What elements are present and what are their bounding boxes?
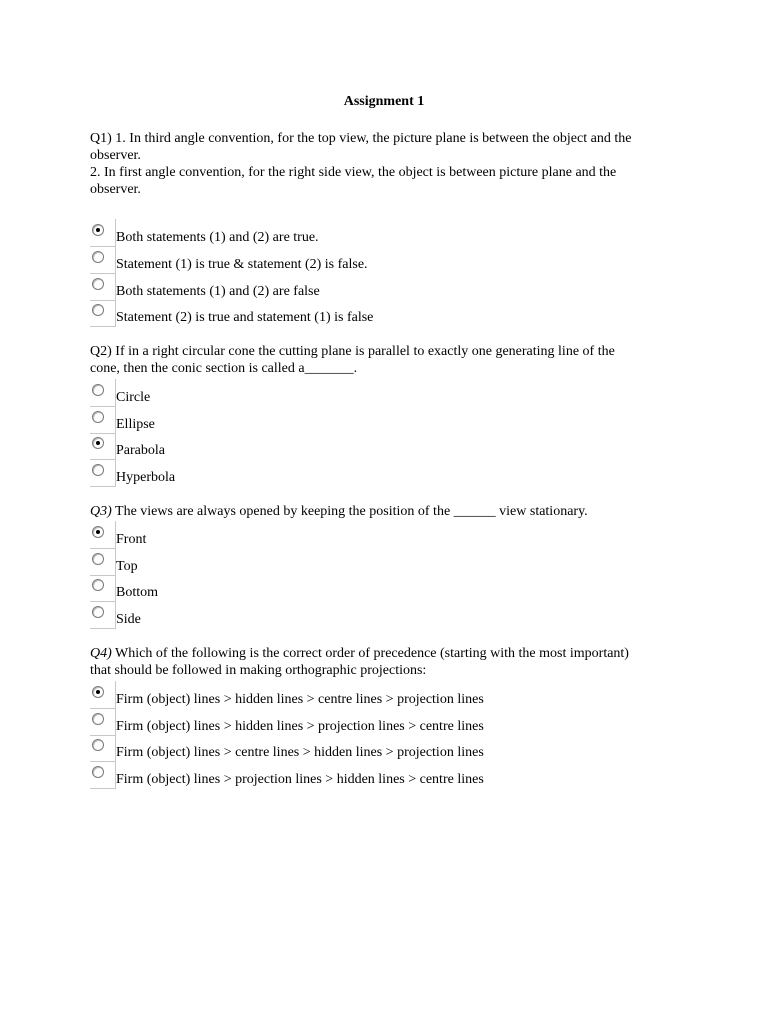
question-1-line-2: observer.: [90, 148, 141, 163]
radio-button[interactable]: [92, 526, 104, 538]
question-1-option-3[interactable]: [90, 277, 690, 302]
question-1-line-1: [90, 130, 690, 147]
radio-button[interactable]: [92, 464, 104, 476]
question-2-line-1: [90, 343, 690, 360]
question-3-option-3[interactable]: [90, 578, 690, 603]
question-3-text: [90, 503, 690, 520]
question-1-option-4[interactable]: [90, 303, 690, 328]
question-1-option-2[interactable]: [90, 250, 690, 275]
radio-button[interactable]: [92, 766, 104, 778]
radio-button[interactable]: [92, 606, 104, 618]
option-label: Firm (object) lines > hidden lines > projection lines > centre lines: [116, 719, 484, 734]
option-label: Top: [116, 559, 138, 574]
option-label: Parabola: [116, 443, 165, 458]
radio-dot-icon: [96, 690, 100, 694]
question-4-option-4[interactable]: [90, 765, 690, 790]
radio-button[interactable]: [92, 251, 104, 263]
question-1-line-4: observer.: [90, 182, 141, 197]
radio-button[interactable]: [92, 686, 104, 698]
question-4-line-2: that should be followed in making orthographic projections:: [90, 663, 427, 678]
question-1-text-line: 1. In third angle convention, for the top view, the picture plane is between the object and the: [111, 131, 632, 146]
question-1-line-3: 2. In first angle convention, for the right side view, the object is between picture plane and the: [90, 165, 617, 180]
radio-dot-icon: [96, 228, 100, 232]
question-4-option-3[interactable]: [90, 738, 690, 763]
question-2-number: Q2): [90, 344, 112, 359]
option-label: Firm (object) lines > hidden lines > centre lines > projection lines: [116, 692, 484, 707]
question-3-option-4[interactable]: [90, 605, 690, 630]
radio-dot-icon: [96, 530, 100, 534]
option-label: Side: [116, 612, 141, 627]
option-label: Firm (object) lines > centre lines > hidden lines > projection lines: [116, 745, 484, 760]
question-4-option-2[interactable]: [90, 712, 690, 737]
question-2-text: [90, 343, 690, 377]
radio-button[interactable]: [92, 304, 104, 316]
radio-button[interactable]: [92, 579, 104, 591]
document-title: Assignment 1: [343, 94, 425, 109]
radio-button[interactable]: [92, 437, 104, 449]
option-label: Bottom: [116, 585, 159, 600]
option-label: Both statements (1) and (2) are true.: [116, 230, 319, 245]
radio-button[interactable]: [92, 278, 104, 290]
option-label: Firm (object) lines > projection lines > hidden lines > centre lines: [116, 772, 484, 787]
question-3-text-line: The views are always opened by keeping the position of the ______ view stationary.: [111, 504, 588, 519]
radio-dot-icon: [96, 441, 100, 445]
question-3-option-1[interactable]: [90, 525, 690, 550]
question-2-option-1[interactable]: [90, 383, 690, 408]
question-2-option-2[interactable]: [90, 410, 690, 435]
option-label: Statement (1) is true & statement (2) is false.: [116, 257, 368, 272]
option-label: Statement (2) is true and statement (1) is false: [116, 310, 374, 325]
question-2-text-line: If in a right circular cone the cutting plane is parallel to exactly one generating line of the: [111, 344, 615, 359]
question-2-option-4[interactable]: [90, 463, 690, 488]
question-4-line-1: [90, 645, 690, 662]
question-4-text: [90, 645, 690, 679]
question-2-option-3[interactable]: [90, 436, 690, 461]
question-3-option-2[interactable]: [90, 552, 690, 577]
question-4-text-line: Which of the following is the correct order of precedence (starting with the most important): [111, 646, 629, 661]
radio-button[interactable]: [92, 224, 104, 236]
radio-button[interactable]: [92, 384, 104, 396]
radio-button[interactable]: [92, 739, 104, 751]
question-2-line-2: cone, then the conic section is called a_______.: [90, 361, 358, 376]
question-3-line-1: [90, 503, 690, 520]
question-1-text: [90, 130, 690, 198]
option-label: Hyperbola: [116, 470, 176, 485]
option-label: Circle: [116, 390, 151, 405]
question-4-option-1[interactable]: [90, 685, 690, 710]
radio-button[interactable]: [92, 713, 104, 725]
question-3-number: Q3): [90, 504, 112, 519]
question-4-number: Q4): [90, 646, 112, 661]
question-1-number: Q1): [90, 131, 112, 146]
option-label: Front: [116, 532, 147, 547]
question-1-option-1[interactable]: [90, 223, 690, 248]
option-label: Ellipse: [116, 417, 155, 432]
radio-button[interactable]: [92, 411, 104, 423]
option-label: Both statements (1) and (2) are false: [116, 284, 320, 299]
radio-button[interactable]: [92, 553, 104, 565]
